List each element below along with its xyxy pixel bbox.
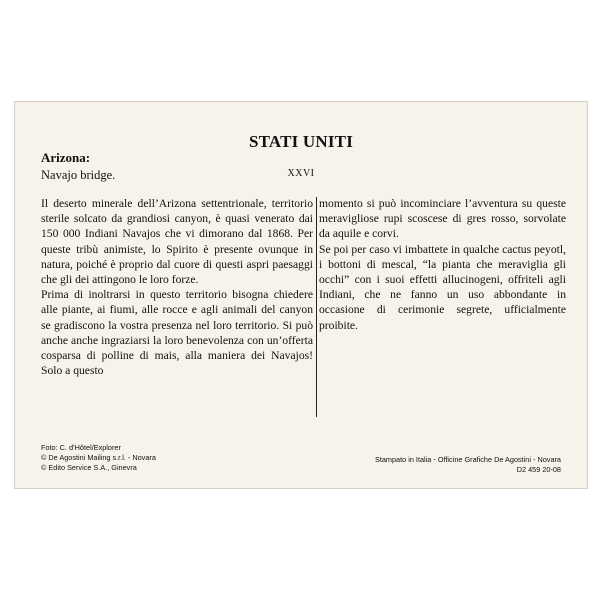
column-divider — [316, 197, 317, 417]
product-code: D2 459 20-08 — [516, 465, 561, 475]
credit-line: © Edito Service S.A., Ginevra — [41, 463, 137, 473]
credit-line: © De Agostini Mailing s.r.l. - Novara — [41, 453, 156, 463]
card-number: XXVI — [287, 168, 315, 179]
paragraph: momento si può incominciare l’avventura su queste meravigliose rupi scoscese di gres rosso, sorvolate da aquile e corvi. — [319, 197, 566, 241]
paragraph: Il deserto minerale dell’Arizona settentrionale, territorio sterile solcato da grandiosi canyon, è quasi venerato dai 150 000 Indiani Navajos che vi dimorano dal 1868. Per queste tribù animiste, lo Spirito è presente ovunque in natura, poiché è proprio dal cuore di questi aspri paesaggi che gli dei attingono le loro forze. — [41, 197, 313, 287]
print-info — [375, 455, 561, 475]
subject-label: Navajo bridge. — [41, 168, 116, 182]
paragraph: Se poi per caso vi imbattete in qualche cactus peyotl, i bottoni di mescal, “la pianta che meraviglia gli occhi” con i suoi effetti allucinogeni, offriteli agli Indiani, che ne fanno un uso abbondante in occasione di cerimonie segrete, ufficialmente proibite. — [319, 242, 566, 332]
printer-line: Stampato in Italia - Officine Grafiche De Agostini - Novara — [374, 455, 561, 464]
text-column-left — [41, 196, 313, 378]
photo-credits — [41, 443, 156, 474]
text-column-right — [319, 196, 566, 333]
paragraph: Prima di inoltrarsi in questo territorio bisogna chiedere alle piante, ai fiumi, alle rocce e agli animali del canyon se gradiscono la vostra presenza nel loro territorio. Si può anche anche ingraziarsi la loro benevolenza con un’offerta cosparsa di polline di mais, alla maniera dei Navajos! Solo a questo — [41, 288, 313, 378]
postcard-back — [14, 101, 588, 489]
region-label: Arizona: — [41, 150, 91, 165]
card-title: STATI UNITI — [248, 132, 354, 151]
credit-line: Foto: C. d’Hôtel/Explorer — [41, 443, 121, 452]
